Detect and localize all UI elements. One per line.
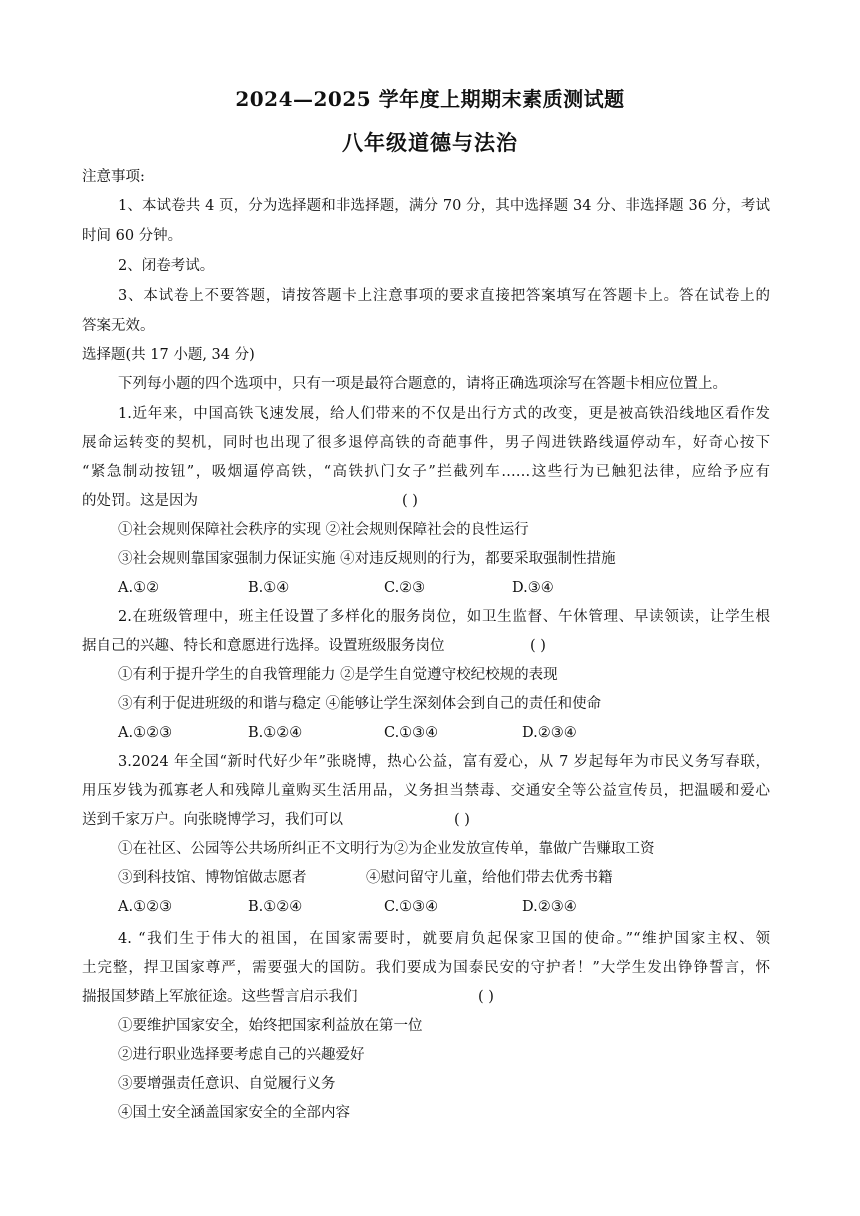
q1-option-a: A.①② bbox=[118, 580, 160, 596]
section-instruction: 下列每小题的四个选项中，只有一项是最符合题意的，请将正确选项涂写在答题卡相应位置上。 bbox=[118, 376, 727, 392]
q3-option-b: B.①②④ bbox=[248, 899, 303, 915]
q2-statement-2: ③有利于促进班级的和谐与稳定 ④能够让学生深刻体会到自己的责任和使命 bbox=[118, 696, 602, 712]
q1-statement-2: ③社会规则靠国家强制力保证实施 ④对违反规则的行为，都要采取强制性措施 bbox=[118, 551, 616, 567]
q1-line-1: 1.近年来，中国高铁飞速发展，给人们带来的不仅是出行方式的改变，更是被高铁沿线地区看作发 bbox=[118, 406, 770, 422]
q3-option-a: A.①②③ bbox=[118, 899, 173, 915]
q4-statement-2: ②进行职业选择要考虑自己的兴趣爱好 bbox=[118, 1047, 365, 1063]
q2-option-c: C.①③④ bbox=[384, 725, 439, 741]
q3-line-3: 送到千家万户。向张晓博学习，我们可以 bbox=[82, 812, 343, 828]
q3-statement-3: ③到科技馆、博物馆做志愿者 bbox=[118, 870, 307, 886]
q2-line-2: 据自己的兴趣、特长和意愿进行选择。设置班级服务岗位 bbox=[82, 638, 445, 654]
q2-option-a: A.①②③ bbox=[118, 725, 173, 741]
exam-title: 2024—2025 学年度上期期末素质测试题 bbox=[235, 87, 625, 111]
q2-statement-1: ①有利于提升学生的自我管理能力 ②是学生自觉遵守校纪校规的表现 bbox=[118, 667, 558, 683]
q3-statement-4: ④慰问留守儿童，给他们带去优秀书籍 bbox=[366, 870, 613, 886]
q2-option-d: D.②③④ bbox=[522, 725, 577, 741]
q3-option-c: C.①③④ bbox=[384, 899, 439, 915]
q1-line-2: 展命运转变的契机，同时也出现了很多退停高铁的奇葩事件，男子闯进铁路线逼停动车，好奇心按下 bbox=[82, 435, 770, 451]
q4-answer-bracket: ( ) bbox=[478, 989, 494, 1005]
q1-option-d: D.③④ bbox=[512, 580, 554, 596]
q2-option-b: B.①②④ bbox=[248, 725, 303, 741]
section-heading: 选择题(共 17 小题, 34 分) bbox=[82, 347, 255, 363]
q1-option-b: B.①④ bbox=[248, 580, 290, 596]
q3-line-1: 3.2024 年全国“新时代好少年”张晓博，热心公益，富有爱心，从 7 岁起每年为市民义务写春联， bbox=[118, 754, 770, 770]
note-2: 2、闭卷考试。 bbox=[118, 258, 215, 274]
note-3-line-1: 3、本试卷上不要答题，请按答题卡上注意事项的要求直接把答案填写在答题卡上。答在试卷上的 bbox=[118, 288, 770, 304]
q3-line-2: 用压岁钱为孤寡老人和残障儿童购买生活用品，义务担当禁毒、交通安全等公益宣传员，把温暖和爱心 bbox=[82, 783, 770, 799]
note-1-line-2: 时间 60 分钟。 bbox=[82, 228, 183, 244]
note-3-line-2: 答案无效。 bbox=[82, 318, 155, 334]
q4-statement-4: ④国土安全涵盖国家安全的全部内容 bbox=[118, 1105, 350, 1121]
q1-line-4: 的处罚。这是因为 bbox=[82, 493, 198, 509]
q1-answer-bracket: ( ) bbox=[402, 493, 418, 509]
note-1-line-1: 1、本试卷共 4 页，分为选择题和非选择题，满分 70 分，其中选择题 34 分、非选择题 36 分，考试 bbox=[118, 198, 770, 214]
q4-line-1: 4. “我们生于伟大的祖国，在国家需要时，就要肩负起保家卫国的使命。”“维护国家主权、领 bbox=[118, 931, 770, 947]
q4-line-2: 土完整，捍卫国家尊严，需要强大的国防。我们要成为国泰民安的守护者！”大学生发出铮铮誓言，怀 bbox=[82, 960, 770, 976]
q3-option-d: D.②③④ bbox=[522, 899, 577, 915]
notes-heading: 注意事项: bbox=[82, 169, 145, 185]
q3-statement-1: ①在社区、公园等公共场所纠正不文明行为②为企业发放宣传单，靠做广告赚取工资 bbox=[118, 841, 655, 857]
q2-answer-bracket: ( ) bbox=[530, 638, 546, 654]
q1-line-3: “紧急制动按钮”，吸烟逼停高铁，“高铁扒门女子”拦截列车……这些行为已触犯法律，应给予应有 bbox=[82, 464, 770, 480]
q1-statement-1: ①社会规则保障社会秩序的实现 ②社会规则保障社会的良性运行 bbox=[118, 522, 529, 538]
q1-option-c: C.②③ bbox=[384, 580, 426, 596]
q4-statement-1: ①要维护国家安全，始终把国家利益放在第一位 bbox=[118, 1018, 423, 1034]
q4-line-3: 揣报国梦踏上军旅征途。这些誓言启示我们 bbox=[82, 989, 358, 1005]
q2-line-1: 2.在班级管理中，班主任设置了多样化的服务岗位，如卫生监督、午休管理、早读领读，让学生根 bbox=[118, 609, 770, 625]
q4-statement-3: ③要增强责任意识、自觉履行义务 bbox=[118, 1076, 336, 1092]
q3-answer-bracket: ( ) bbox=[454, 812, 470, 828]
exam-subject: 八年级道德与法治 bbox=[342, 130, 518, 155]
